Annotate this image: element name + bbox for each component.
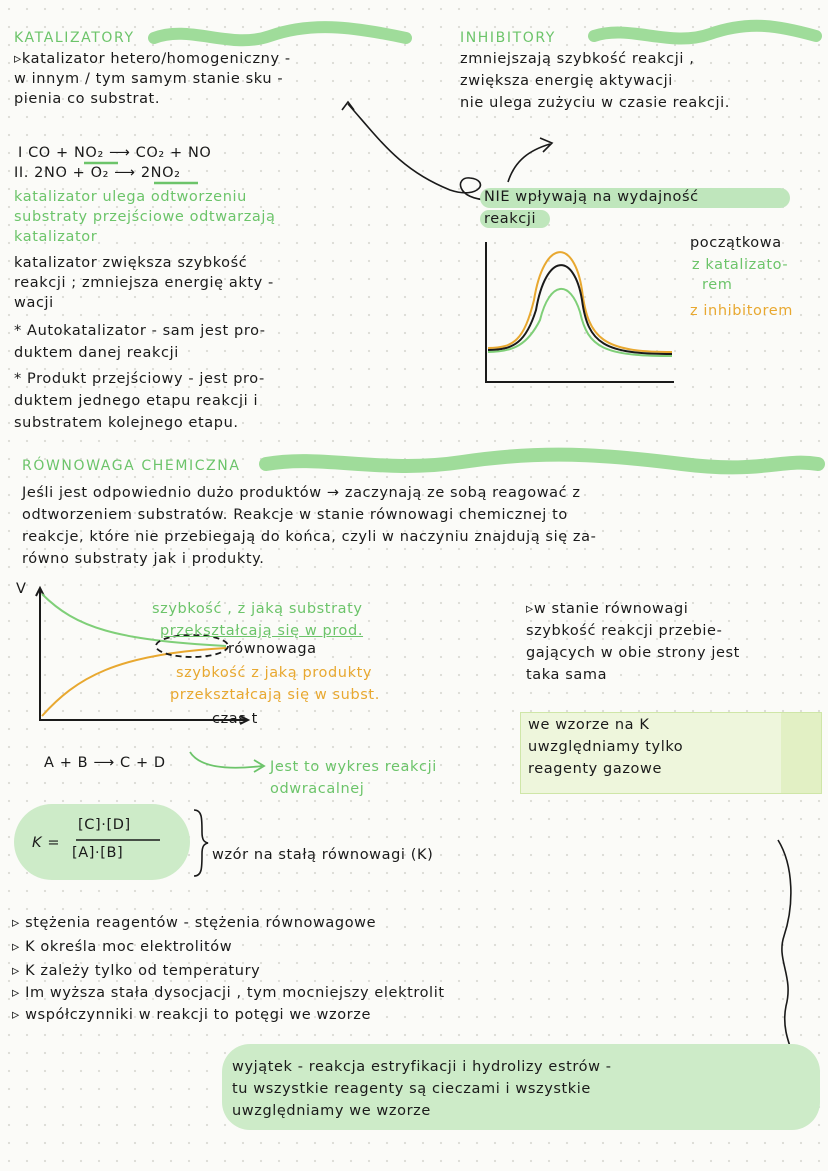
equation-1: I CO + NO₂ ⟶ CO₂ + NO — [18, 145, 212, 161]
produkt-przejsciowy-2: duktem jednego etapu reakcji i — [14, 393, 259, 409]
katalizatory-line-2: w innym / tym samym stanie sku - — [14, 71, 284, 87]
rownowaga-p2: odtworzeniem substratów. Reakcje w stanie równowagi chemicznej to — [22, 507, 568, 523]
katalizatory-line-3: pienia co substrat. — [14, 91, 161, 107]
autokatalizator-1: * Autokatalizator - sam jest pro- — [14, 323, 266, 339]
katalizator-green-2: substraty przejściowe odtwarzają — [14, 209, 276, 225]
rownowaga-p3: reakcje, które nie przebiegają do końca, czyli w naczyniu znajdują się za- — [22, 529, 597, 545]
bullet-4: ▹ Im wyższa stała dysocjacji , tym mocniejszy elektrolit — [12, 985, 445, 1001]
inhibitory-title-wave — [590, 24, 820, 48]
eq-chart-t-label: czas t — [212, 711, 258, 727]
reversible-note-2: odwracalnej — [270, 781, 365, 797]
equation-2: II. 2NO + O₂ ⟶ 2NO₂ — [14, 165, 181, 181]
katalizator-text-3: wacji — [14, 295, 54, 311]
k-box-line-1: we wzorze na K — [528, 717, 650, 733]
exception-line-3: uwzględniamy we wzorze — [232, 1103, 431, 1119]
eq-orange-2: przekształcają się w subst. — [170, 687, 380, 703]
produkt-przejsciowy-1: * Produkt przejściowy - jest pro- — [14, 371, 265, 387]
katalizatory-title-wave — [150, 26, 410, 50]
autokatalizator-2: duktem danej reakcji — [14, 345, 179, 361]
katalizator-green-1: katalizator ulega odtworzeniu — [14, 189, 247, 205]
eq-green-2: przekształcają się w prod. — [160, 623, 364, 639]
eq-green-1: szybkość , z jaką substraty — [152, 601, 363, 617]
long-arrow — [764, 836, 814, 1066]
legend-katalizator-2: rem — [702, 277, 733, 293]
produkt-przejsciowy-3: substratem kolejnego etapu. — [14, 415, 239, 431]
exception-line-1: wyjątek - reakcja estryfikacji i hydrolizy estrów - — [232, 1059, 612, 1075]
rownowaga-p4: równo substraty jak i produkty. — [22, 551, 265, 567]
legend-inhibitor: z inhibitorem — [690, 303, 793, 319]
reversible-note-1: Jest to wykres reakcji — [270, 759, 437, 775]
right-note-2: szybkość reakcji przebie- — [526, 623, 723, 639]
formula-brace — [190, 808, 210, 878]
k-formula-k: K = — [32, 835, 61, 851]
exception-line-2: tu wszystkie reagenty są cieczami i wszystkie — [232, 1081, 591, 1097]
katalizator-green-3: katalizator — [14, 229, 98, 245]
k-formula-numerator: [C]·[D] — [78, 817, 131, 833]
rownowaga-p1: Jeśli jest odpowiednio dużo produktów → zaczynają ze sobą reagować z — [22, 485, 581, 501]
curve-inhibitor — [488, 252, 672, 352]
legend-poczatkowa: początkowa — [690, 235, 782, 251]
right-note-3: gających w obie strony jest — [526, 645, 740, 661]
no2-underline — [82, 160, 122, 166]
bullet-2: ▹ K określa moc elektrolitów — [12, 939, 233, 955]
inhibitory-line-3: nie ulega zużyciu w czasie reakcji. — [460, 95, 730, 111]
energy-chart — [484, 240, 684, 390]
inhibitory-line-2: zwiększa energię aktywacji — [460, 73, 673, 89]
bullet-3: ▹ K zależy tylko od temperatury — [12, 963, 261, 979]
rownowaga-title: RÓWNOWAGA CHEMICZNA — [22, 458, 241, 474]
k-formula-description: wzór na stałą równowagi (K) — [212, 847, 434, 863]
eq-orange-1: szybkość z jaką produkty — [176, 665, 373, 681]
katalizatory-line-1: ▹katalizator hetero/homogeniczny - — [14, 51, 291, 67]
katalizator-text-1: katalizator zwiększa szybkość — [14, 255, 248, 271]
eq-chart-v-label: V — [16, 581, 27, 597]
fraction-bar — [74, 838, 164, 842]
bullet-1: ▹ stężenia reagentów - stężenia równowagowe — [12, 915, 377, 931]
katalizator-text-2: reakcji ; zmniejsza energię akty - — [14, 275, 274, 291]
bullet-5: ▹ współczynniki w reakcji to potęgi we wzorze — [12, 1007, 371, 1023]
eq-rownowaga-label: równowaga — [228, 641, 317, 657]
inhibitory-title: INHIBITORY — [460, 30, 556, 46]
inhibitor-note-1: NIE wpływają na wydajność — [484, 189, 699, 205]
inhibitor-note-2: reakcji — [484, 211, 537, 227]
reversible-arrow — [188, 748, 268, 774]
2no2-underline — [152, 180, 202, 186]
k-formula-denominator: [A]·[B] — [72, 845, 124, 861]
inhibitory-line-1: zmniejszają szybkość reakcji , — [460, 51, 695, 67]
katalizatory-title: KATALIZATORY — [14, 30, 135, 46]
curve-catalyst — [488, 289, 672, 356]
legend-katalizator-1: z katalizato- — [692, 257, 789, 273]
k-box-line-2: uwzględniamy tylko — [528, 739, 684, 755]
rownowaga-title-wave — [262, 452, 822, 476]
right-note-4: taka sama — [526, 667, 608, 683]
k-box-line-3: reagenty gazowe — [528, 761, 662, 777]
k-box-stripe — [781, 713, 821, 793]
reaction-equation: A + B ⟶ C + D — [44, 755, 166, 771]
right-note-1: ▹w stanie równowagi — [526, 601, 689, 617]
